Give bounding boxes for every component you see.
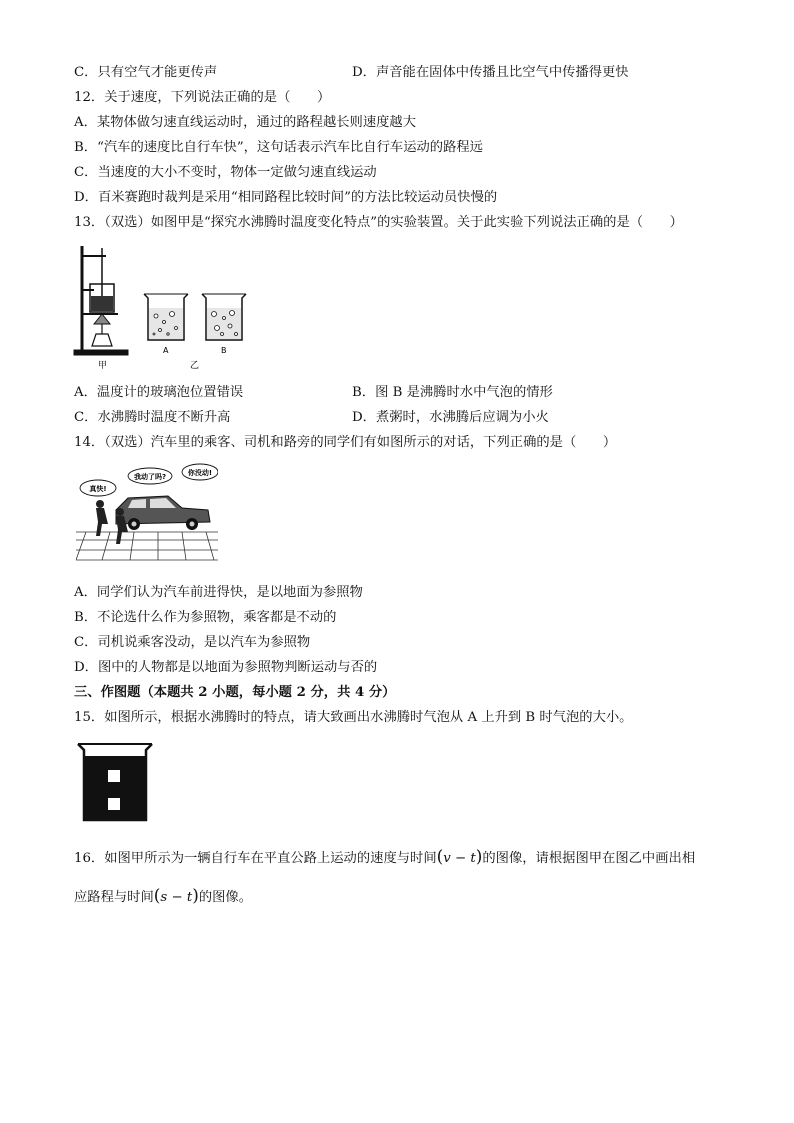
q11-option-c: C．只有空气才能更传声 <box>74 65 218 80</box>
q12-option-b: B．“汽车的速度比自行车快”，这句话表示汽车比自行车运动的路程远 <box>74 140 483 155</box>
q14-stem: 14．（双选）汽车里的乘客、司机和路旁的同学们有如图所示的对话，下列正确的是（ ） <box>74 435 617 450</box>
q16-vt-math: v − t <box>443 851 476 866</box>
q15-stem: 15．如图所示，根据水沸腾时的特点，请大致画出水沸腾时气泡从 A 上升到 B 时气泡的大小。 <box>74 710 633 725</box>
q11-option-d: D．声音能在固体中传播且比空气中传播得更快 <box>352 65 629 80</box>
beaker-a-figure <box>144 294 188 340</box>
label-a: A <box>163 346 169 355</box>
car-icon <box>116 496 210 530</box>
q14-option-b: B．不论选什么作为参照物，乘客都是不动的 <box>74 610 337 625</box>
q12-stem: 12．关于速度，下列说法正确的是（ ） <box>74 90 331 105</box>
q14-car-dialogue-figure <box>76 462 218 562</box>
q12-option-c: C．当速度的大小不变时，物体一定做匀速直线运动 <box>74 165 377 180</box>
label-b: B <box>221 346 227 355</box>
beaker-b-figure <box>202 294 246 340</box>
section3-heading: 三、作图题（本题共 2 小题，每小题 2 分，共 4 分） <box>74 685 396 700</box>
label-jia: 甲 <box>98 361 108 371</box>
q16-line1: 16．如图甲所示为一辆自行车在平直公路上运动的速度与时间(v − t)的图像，请根据图甲在图乙中画出相 <box>74 847 696 867</box>
q16-line2: 应路程与时间(s − t)的图像。 <box>74 886 253 906</box>
q13-option-a: A．温度计的玻璃泡位置错误 <box>74 385 244 400</box>
q13-option-d: D．煮粥时，水沸腾后应调为小火 <box>352 410 549 425</box>
q13-stem: 13．（双选）如图甲是“探究水沸腾时温度变化特点”的实验装置。关于此实验下列说法正确的是（ ） <box>74 215 683 230</box>
ground-grid <box>76 532 218 560</box>
q13-option-c: C．水沸腾时温度不断升高 <box>74 410 231 425</box>
iron-stand-figure <box>74 246 128 355</box>
q16-line1-post: 的图像，请根据图甲在图乙中画出相 <box>482 851 696 866</box>
q14-option-c: C．司机说乘客没动，是以汽车为参照物 <box>74 635 311 650</box>
q13-figure <box>72 242 262 372</box>
q15-beaker-figure <box>76 740 156 824</box>
q14-option-a: A．同学们认为汽车前进得快，是以地面为参照物 <box>74 585 363 600</box>
q12-option-d: D．百米赛跑时裁判是采用“相同路程比较时间”的方法比较运动员快慢的 <box>74 190 498 205</box>
q16-st-math: s − t <box>160 890 193 905</box>
q12-option-a: A．某物体做匀速直线运动时，通过的路程越长则速度越大 <box>74 115 417 130</box>
label-yi: 乙 <box>190 361 200 371</box>
q16-line1-pre: 16．如图甲所示为一辆自行车在平直公路上运动的速度与时间 <box>74 851 437 866</box>
q16-line2-post: 的图像。 <box>198 890 253 905</box>
q16-line2-pre: 应路程与时间 <box>74 890 154 905</box>
q14-option-d: D．图中的人物都是以地面为参照物判断运动与否的 <box>74 660 378 675</box>
bubble-middle-text: 我动了吗? <box>133 473 167 481</box>
bubble-right-text: 你没动! <box>187 469 213 477</box>
bubble-left-text: 真快! <box>89 485 107 493</box>
q13-option-b: B．图 B 是沸腾时水中气泡的情形 <box>352 385 553 400</box>
